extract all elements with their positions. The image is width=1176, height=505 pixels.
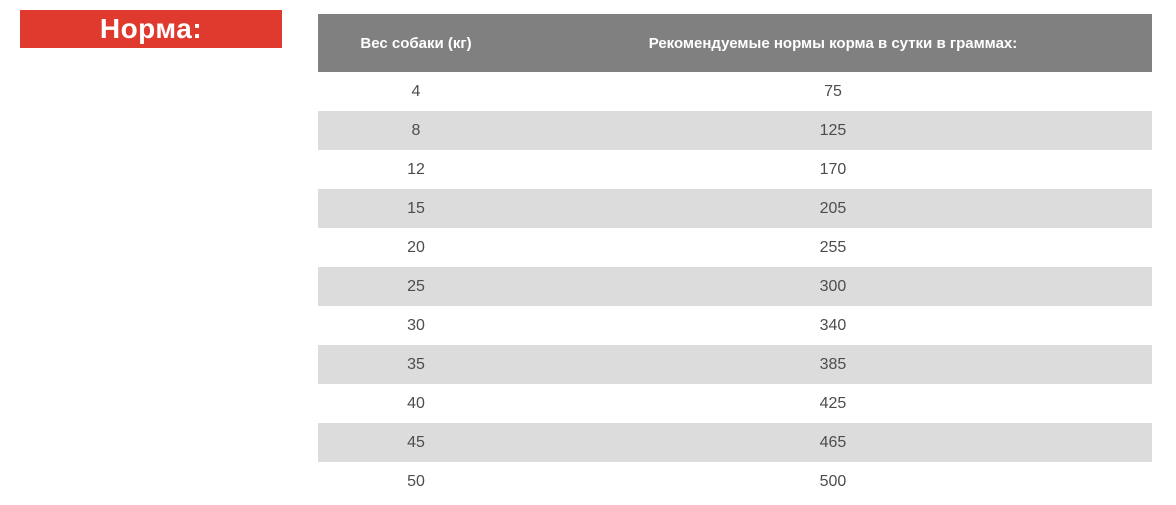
- weight-cell: 35: [407, 355, 425, 373]
- table-row: [318, 189, 1152, 228]
- weight-cell: 15: [407, 199, 425, 217]
- norm-badge-label: Норма:: [99, 13, 203, 44]
- table-row: [318, 423, 1152, 462]
- table-row: [318, 228, 1152, 267]
- table-row: [318, 267, 1152, 306]
- header-food-label: Рекомендуемые нормы корма в сутки в граммах:: [648, 34, 1018, 52]
- food-cell: 465: [819, 433, 847, 451]
- feeding-table: [318, 14, 1152, 501]
- table-header-row: [318, 14, 1152, 72]
- food-cell: 255: [819, 238, 847, 256]
- weight-cell: 45: [407, 433, 425, 451]
- food-cell: 205: [819, 199, 847, 217]
- norm-badge: [20, 10, 282, 48]
- food-cell: 170: [819, 160, 847, 178]
- table-row: [318, 345, 1152, 384]
- weight-cell: 8: [411, 121, 421, 139]
- weight-cell: 50: [407, 472, 425, 490]
- food-cell: 340: [819, 316, 847, 334]
- weight-cell: 25: [407, 277, 425, 295]
- table-row: [318, 384, 1152, 423]
- table-row: [318, 111, 1152, 150]
- table-row: [318, 306, 1152, 345]
- header-weight-label: Вес собаки (кг): [360, 34, 472, 52]
- table-row: [318, 72, 1152, 111]
- table-row: [318, 462, 1152, 501]
- weight-cell: 40: [407, 394, 425, 412]
- table-body: [318, 72, 1152, 501]
- weight-cell: 12: [407, 160, 425, 178]
- food-cell: 385: [819, 355, 847, 373]
- weight-cell: 20: [407, 238, 425, 256]
- food-cell: 125: [819, 121, 847, 139]
- food-cell: 300: [819, 277, 847, 295]
- weight-cell: 4: [411, 82, 421, 100]
- weight-cell: 30: [407, 316, 425, 334]
- food-cell: 75: [824, 82, 842, 100]
- table-row: [318, 150, 1152, 189]
- food-cell: 425: [819, 394, 847, 412]
- food-cell: 500: [819, 472, 847, 490]
